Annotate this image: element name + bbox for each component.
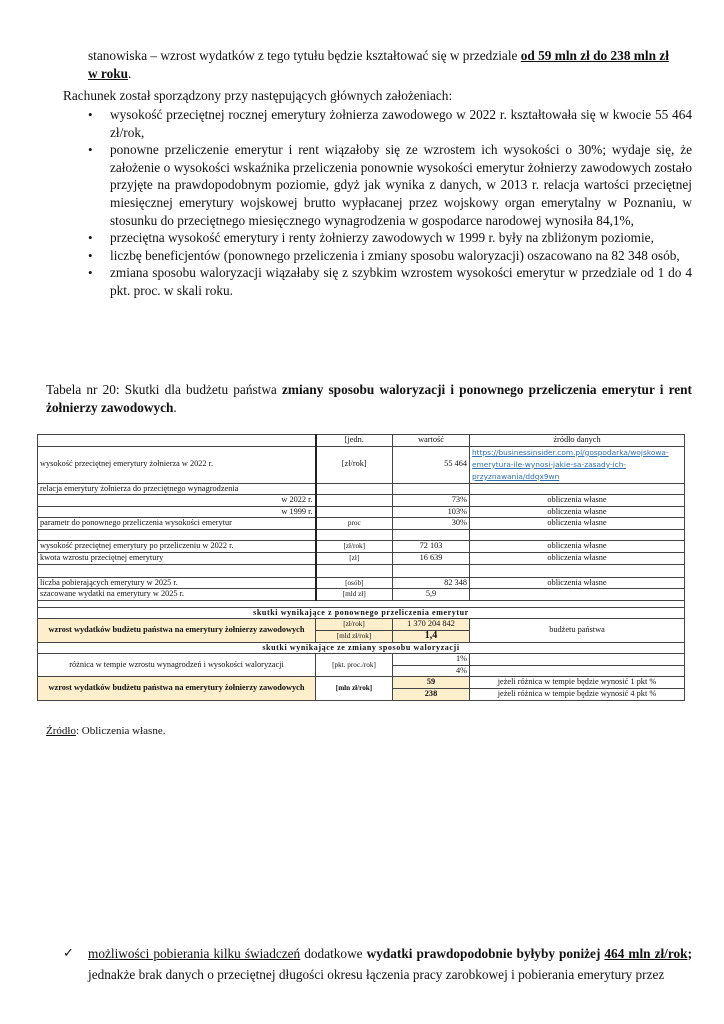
row-value: 4% bbox=[393, 665, 470, 677]
final-paragraph bbox=[88, 943, 692, 985]
caption-bold: zmiany sposobu waloryzacji i ponownego przeliczenia emerytur i rent żołnierzy zawodowych bbox=[46, 382, 692, 415]
list-item bbox=[88, 106, 692, 141]
spacer-row bbox=[38, 529, 685, 541]
row-source: obliczenia własne bbox=[470, 553, 685, 565]
row-label: wysokość przeciętnej emerytury żołnierza w 2022 r. bbox=[38, 446, 316, 483]
section-header-row bbox=[38, 642, 685, 654]
intro-suffix: . bbox=[128, 66, 132, 81]
row-source: obliczenia własne bbox=[470, 495, 685, 507]
empty-cell bbox=[470, 529, 685, 541]
empty-cell bbox=[470, 564, 685, 577]
row-source: obliczenia własne bbox=[470, 541, 685, 553]
checkmark-icon: ✓ bbox=[63, 945, 74, 960]
row-label: parametr do ponownego przeliczenia wysokości emerytur bbox=[38, 518, 316, 530]
row-label-highlight: wzrost wydatków budżetu państwa na emerytury żołnierzy zawodowych bbox=[38, 677, 316, 700]
list-item bbox=[88, 141, 692, 229]
empty-cell bbox=[470, 483, 685, 495]
empty-cell bbox=[393, 483, 470, 495]
empty-cell bbox=[316, 495, 393, 507]
header-label-cell bbox=[38, 435, 316, 447]
spacer-row bbox=[38, 600, 685, 607]
empty-cell bbox=[316, 529, 393, 541]
row-unit: [zł] bbox=[316, 553, 393, 565]
row-source: obliczenia własne bbox=[470, 518, 685, 530]
table-row bbox=[38, 495, 685, 507]
budget-effects-table bbox=[37, 434, 685, 701]
section-title-indexation: skutki wynikające ze zmiany sposobu waloryzacji bbox=[38, 642, 685, 654]
source-text: : Obliczenia własne. bbox=[75, 725, 166, 737]
bullet-icon: • bbox=[88, 230, 93, 246]
row-unit: proc bbox=[316, 518, 393, 530]
table-row bbox=[38, 553, 685, 565]
row-value: 1,4 bbox=[393, 631, 470, 643]
header-source: źródło danych bbox=[470, 435, 685, 447]
row-label-highlight: wzrost wydatków budżetu państwa na emerytury żołnierzy zawodowych bbox=[38, 619, 316, 642]
header-value: wartość bbox=[393, 435, 470, 447]
bullet-icon: • bbox=[88, 247, 93, 263]
row-value: 103% bbox=[393, 506, 470, 518]
row-unit: [zł/rok] bbox=[316, 619, 393, 631]
empty-cell bbox=[470, 654, 685, 666]
intro-paragraph bbox=[88, 47, 692, 83]
table-row bbox=[38, 589, 685, 601]
row-source: budżetu państwa bbox=[470, 619, 685, 642]
intro-text: stanowiska – wzrost wydatków z tego tytułu będzie kształtować się w przedziale bbox=[88, 48, 521, 63]
list-item-text: liczbę beneficjentów (ponownego przeliczenia i zmiany sposobu waloryzacji) oszacowano na 82 348 osób, bbox=[110, 247, 680, 263]
table-row bbox=[38, 483, 685, 495]
row-label: liczba pobierających emerytury w 2025 r. bbox=[38, 577, 316, 589]
row-unit: [pkt. proc./rok] bbox=[316, 654, 393, 677]
row-value: 1% bbox=[393, 654, 470, 666]
empty-cell bbox=[316, 483, 393, 495]
row-label: w 2022 r. bbox=[38, 495, 316, 507]
section-title-recalc: skutki wynikające z ponownego przeliczenia emerytur bbox=[38, 607, 685, 619]
assumptions-list bbox=[88, 106, 692, 300]
empty-cell bbox=[393, 564, 470, 577]
caption-suffix: . bbox=[173, 400, 177, 415]
final-mid: dodatkowe bbox=[300, 946, 367, 961]
row-value: 5,9 bbox=[393, 589, 470, 601]
table-source-note bbox=[46, 725, 165, 737]
empty-cell bbox=[316, 506, 393, 518]
table-row bbox=[38, 619, 685, 631]
list-item-text: przeciętna wysokość emerytury i renty żołnierzy zawodowych w 1999 r. były na zbliżonym poziomie, bbox=[110, 230, 654, 246]
row-source: obliczenia własne bbox=[470, 506, 685, 518]
row-label: wysokość przeciętnej emerytury po przeliczeniu w 2022 r. bbox=[38, 541, 316, 553]
row-note: jeżeli różnica w tempie będzie wynosić 4 pkt % bbox=[470, 689, 685, 701]
row-source: obliczenia własne bbox=[470, 577, 685, 589]
row-value: 59 bbox=[393, 677, 470, 689]
list-item-text: zmiana sposobu waloryzacji wiązałaby się z szybkim wzrostem wysokości emerytur w przedziale od 1 do 4 pkt. proc. w skali roku. bbox=[110, 265, 692, 298]
source-link[interactable]: https://businessinsider.com.pl/gospodarka/wojskowa-emerytura-ile-wynosi-jakie-sa-zasady-ich-przyznawania/ddqx9wn bbox=[470, 446, 685, 483]
table-row bbox=[38, 577, 685, 589]
bullet-icon: • bbox=[88, 107, 93, 122]
table-row bbox=[38, 506, 685, 518]
row-value: 73% bbox=[393, 495, 470, 507]
section-header-row bbox=[38, 607, 685, 619]
empty-cell bbox=[470, 589, 685, 601]
table-caption bbox=[46, 381, 692, 417]
final-underlined: możliwości pobierania kilku świadczeń bbox=[88, 946, 301, 961]
source-label: Źródło bbox=[46, 725, 76, 737]
row-unit: [mln zł/rok] bbox=[316, 677, 393, 700]
row-label: kwota wzrostu przeciętnej emerytury bbox=[38, 553, 316, 565]
empty-cell bbox=[38, 600, 685, 607]
row-label: szacowane wydatki na emerytury w 2025 r. bbox=[38, 589, 316, 601]
final-line2: jednakże brak danych o przeciętnej długości okresu łączenia pracy zarobkowej i pobierania emerytury przez bbox=[88, 967, 665, 982]
row-label: różnica w tempie wzrostu wynagrodzeń i wysokości waloryzacji bbox=[38, 654, 316, 677]
caption-prefix: Tabela nr 20: Skutki dla budżetu państwa bbox=[46, 382, 282, 397]
empty-cell bbox=[393, 529, 470, 541]
row-unit: [zł/rok] bbox=[316, 541, 393, 553]
table-row bbox=[38, 446, 685, 483]
row-label: w 1999 r. bbox=[38, 506, 316, 518]
header-unit: [jedn. bbox=[316, 435, 393, 447]
intro-range-bold: od 59 mln zł do 238 mln zł bbox=[520, 48, 669, 63]
row-value: 1 370 204 842 bbox=[393, 619, 470, 631]
empty-cell bbox=[38, 529, 316, 541]
intro-year-bold: w roku bbox=[88, 66, 129, 81]
row-unit: [mld zł/rok] bbox=[316, 631, 393, 643]
list-item bbox=[88, 247, 692, 265]
table-row bbox=[38, 654, 685, 666]
row-value: 72 103 bbox=[393, 541, 470, 553]
final-bold: wydatki prawdopodobnie byłyby poniżej bbox=[366, 946, 605, 961]
row-value: 55 464 bbox=[393, 446, 470, 483]
table-header-row bbox=[38, 435, 685, 447]
row-value: 30% bbox=[393, 518, 470, 530]
final-semicolon: ; bbox=[687, 946, 693, 961]
bullet-icon: • bbox=[88, 142, 93, 158]
row-value: 16 639 bbox=[393, 553, 470, 565]
row-label: relacja emerytury żołnierza do przeciętnego wynagrodzenia bbox=[38, 483, 316, 495]
table-row bbox=[38, 677, 685, 689]
final-amount: 464 mln zł/rok bbox=[604, 946, 688, 961]
bullet-icon: • bbox=[88, 265, 93, 281]
assumptions-lead: Rachunek został sporządzony przy następujących głównych założeniach: bbox=[63, 88, 453, 103]
row-value: 82 348 bbox=[393, 577, 470, 589]
empty-cell bbox=[316, 564, 393, 577]
row-unit: [mld zł] bbox=[316, 589, 393, 601]
empty-cell bbox=[470, 665, 685, 677]
spacer-row bbox=[38, 564, 685, 577]
list-item-text: wysokość przeciętnej rocznej emerytury żołnierza zawodowego w 2022 r. kształtowała się w kwocie 55 464 zł/rok, bbox=[110, 107, 692, 140]
row-unit: [osób] bbox=[316, 577, 393, 589]
row-unit: [zł/rok] bbox=[316, 446, 393, 483]
table-row bbox=[38, 541, 685, 553]
row-note: jeżeli różnica w tempie będzie wynosić 1 pkt % bbox=[470, 677, 685, 689]
row-value: 238 bbox=[393, 689, 470, 701]
list-item bbox=[88, 264, 692, 299]
empty-cell bbox=[38, 564, 316, 577]
table-row bbox=[38, 518, 685, 530]
list-item bbox=[88, 229, 692, 247]
list-item-text: ponowne przeliczenie emerytur i rent wiązałoby się ze wzrostem ich wysokości o 30%; wydaje się, że założenie o wysokości wskaźnika przeliczenia ponownie wysokości emerytur żołnierzy zawodowych zostało przyjęte na prawdopodobnym poziomie, gdyż jak wynika z danych, w 2013 r. relacja wartości przeciętnej miesięcznej emerytury wojskowej brutto wypłacanej przez wojskowy organ emerytalny w Poznaniu, w stosunku do przeciętnego miesięcznego wynagrodzenia w gospodarce narodowej wynosiła 84,1%, bbox=[110, 142, 692, 228]
